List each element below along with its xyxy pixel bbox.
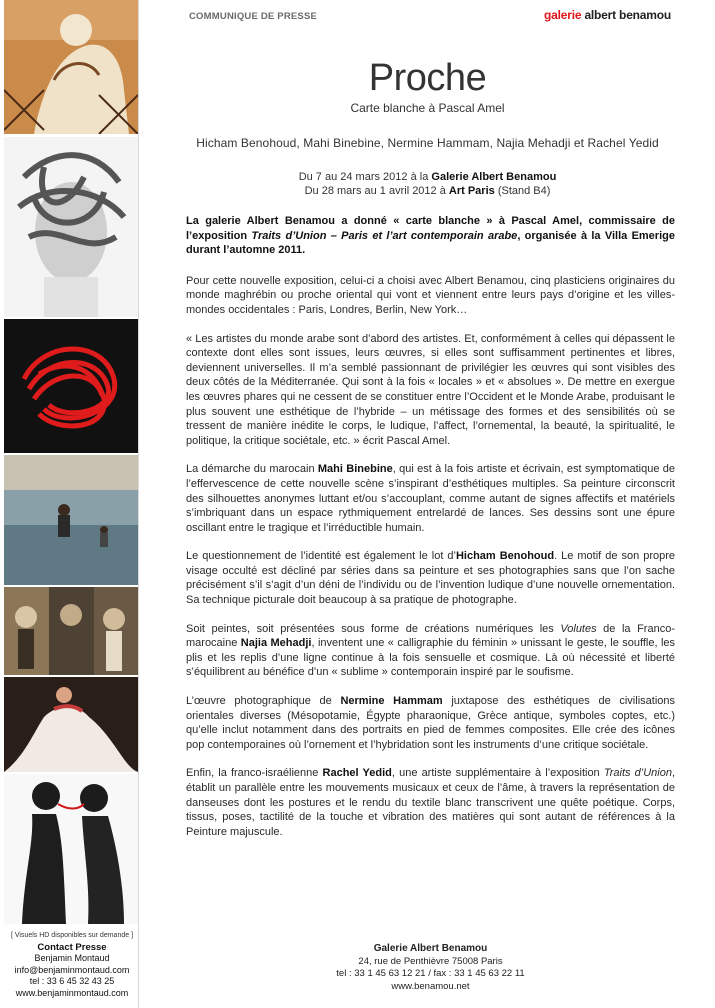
p4-text-b: . Le motif de son propre visage occulté est décliné par séries dans sa peinture et ses photographies sans que l’on sache précisément s’il s’agit d’un déni de l’individu ou de l’invention ludique d’une nouvelle ornementation. Sa technique picturale doit beaucoup à sa pratique de photographe.: [186, 550, 676, 607]
p6-text-b: juxtapose des esthétiques de civilisations orientales diverses (Mésopotamie, Égypte pharaonique, Grèce antique, symboles coptes, etc.) qu’elle inclut notamment dans des portraits en pied de femmes composites. Elle crée des icônes pop contemporaines où l’ornement et l’hybridation sont les instruments d’une critique sociétale.: [186, 695, 675, 751]
dates-line-gallery: [140, 170, 715, 184]
lead-paragraph: [186, 214, 675, 258]
press-release-body: [186, 214, 675, 853]
press-contact-phone: tel : 33 6 45 32 43 25: [29, 976, 115, 987]
artwork-thumbnail-red-volutes: [4, 319, 138, 453]
gallery-footer: [186, 943, 675, 993]
dates-line1-text: Du 7 au 24 mars 2012 à la: [298, 171, 432, 183]
artwork-thumbnail-figures-in-water: [4, 455, 138, 585]
gallery-logo-dark-text: albert benamou: [581, 8, 671, 22]
lead-text-a: La galerie Albert Benamou a donné « carte blanche » à Pascal Amel, commissaire de l’exposition: [186, 215, 675, 242]
artist-name-hammam: Nermine Hammam: [340, 695, 443, 708]
p5-text-a: Soit peintes, soit présentées sous forme de créations numériques les: [186, 622, 561, 635]
artist-name-yedid: Rachel Yedid: [322, 767, 392, 780]
press-contact-title: Contact Presse: [37, 941, 107, 953]
hd-visuals-note: [ Visuels HD disponibles sur demande ]: [10, 932, 134, 939]
artist-name-binebine: Mahi Binebine: [317, 463, 393, 476]
artwork-thumbnail-composite-portraits: [4, 587, 138, 675]
gallery-logo: [544, 8, 671, 22]
press-contact-email[interactable]: info@benjaminmontaud.com: [14, 964, 130, 975]
work-title-volutes: Volutes: [560, 622, 597, 635]
dates-line2-stand: (Stand B4): [494, 185, 551, 197]
paragraph-yedid: [186, 766, 675, 839]
gallery-logo-red-text: galerie: [544, 8, 582, 22]
dates-line2-text: Du 28 mars au 1 avril 2012 à: [304, 185, 449, 197]
lead-exhibition-title: Traits d’Union – Paris et l’art contemporain arabe: [251, 229, 518, 242]
p5-text-c: , inventent une « calligraphie du féminin » unissant le geste, le souffle, les plis et les replis d’une ligne continue à la fois sensuelle et cosmique. Là où nécessité et liberté s’équilibrent au bénéfice d’un « sublime » contemporain inspiré par le soufisme.: [186, 637, 676, 679]
artist-name-benohoud: Hicham Benohoud: [455, 550, 555, 563]
p5-text-b: de la Franco-marocaine: [186, 622, 675, 650]
artwork-thumbnail-silhouettes: [4, 774, 138, 924]
p4-text-a: Le questionnement de l’identité est également le lot d’: [186, 550, 456, 563]
artwork-thumbnail-tangled-face: [4, 137, 138, 317]
artist-name-mehadji: Najia Mehadji: [240, 637, 312, 650]
exhibition-title-italic: Traits d’Union: [603, 767, 672, 780]
p3-text-a: La démarche du marocain: [186, 463, 318, 476]
artists-list: Hicham Benohoud, Mahi Binebine, Nermine Hammam, Najia Mehadji et Rachel Yedid: [196, 136, 659, 150]
footer-website[interactable]: www.benamou.net: [391, 980, 470, 992]
press-release-label: COMMUNIQUE DE PRESSE: [189, 11, 318, 22]
footer-phone-fax: tel : 33 1 45 63 12 21 / fax : 33 1 45 63 22 11: [336, 968, 525, 979]
paragraph-benohoud: [186, 549, 675, 607]
venue-artparis: Art Paris: [448, 185, 495, 197]
paragraph-hammam: [186, 694, 675, 752]
footer-gallery-name: Galerie Albert Benamou: [373, 943, 488, 954]
paragraph-quote: « Les artistes du monde arabe sont d’abord des artistes. Et, conformément à celles qui dépassent le contexte dont elles sont issues, leurs œuvres, si elles sont suffisamment pertinentes et libres, deviennent universelles. Il m’a semblé passionnant de privilégier les œuvres qui sont visibles des deux côtés de la Méditerranée. Qui sont à la fois « locales » et « absolues ». De mettre en exergue les œuvres phares qui ne cessent de se constituer entre l’Occident et le Monde Arabe, produisant le plus souvent une esthétique de l’hybride – un métissage des formes et des sensibilités où se tressent de manière inédite le corps, le ludique, l’affect, l’ornemental, la beauté, la spiritualité, le politique, la critique sociétale, etc. » écrit Pascal Amel.: [186, 332, 675, 447]
artwork-strip: [4, 0, 139, 1008]
p7-text-a: Enfin, la franco-israélienne: [186, 767, 323, 780]
exhibition-dates: [140, 170, 715, 198]
page-title: Proche: [368, 57, 487, 99]
artwork-thumbnail-dancer: [4, 677, 138, 772]
p3-text-b: , qui est à la fois artiste et écrivain, est symptomatique de l’effervescence de cette nouvelle scène s’inspirant d’esthétiques multiples. Sa peinture circonscrit des silhouettes anonymes luttant et/ou s’accouplant, comme autant de signes affectifs et matériels s’imbriquant dans un espace rythmiquement entrelardé de lances. Ses dessins sont une épure oscillant entre le tragique et l’irréductible humain.: [186, 463, 675, 534]
page-subtitle: Carte blanche à Pascal Amel: [350, 101, 505, 115]
press-contact-website[interactable]: www.benjaminmontaud.com: [15, 987, 129, 998]
press-contact: [4, 930, 140, 1000]
lead-text-b: , organisée à la Villa Emerige durant l’automne 2011.: [186, 229, 675, 257]
press-contact-name: Benjamin Montaud: [34, 953, 110, 964]
venue-gallery: Galerie Albert Benamou: [431, 171, 557, 183]
paragraph-binebine: [186, 462, 675, 535]
p7-text-b: , une artiste supplémentaire à l’exposition: [391, 767, 604, 780]
p6-text-a: L’œuvre photographique de: [186, 695, 341, 708]
footer-address: 24, rue de Penthièvre 75008 Paris: [358, 955, 503, 967]
p7-text-c: , établit un parallèle entre les mouvements musicaux et ceux de l’âme, à travers la représentation de danseuses dont les postures et le rendu du textile blanc transcrivent une quête poétique. Corps, tissus, poses, tactilité de la touche et vibration des matières qui sont autant de références à la Peinture majuscule.: [186, 767, 675, 838]
dates-line-artparis: [140, 184, 715, 198]
paragraph-mehadji: [186, 622, 675, 680]
artwork-thumbnail-crouching-figure: [4, 0, 138, 134]
paragraph-intro: Pour cette nouvelle exposition, celui-ci a choisi avec Albert Benamou, cinq plasticiens originaires du monde maghrébin ou proche oriental qui vont et viennent entre leurs pays d’origine et les villes-mondes occidentales : Paris, Londres, Berlin, New York…: [186, 274, 675, 316]
